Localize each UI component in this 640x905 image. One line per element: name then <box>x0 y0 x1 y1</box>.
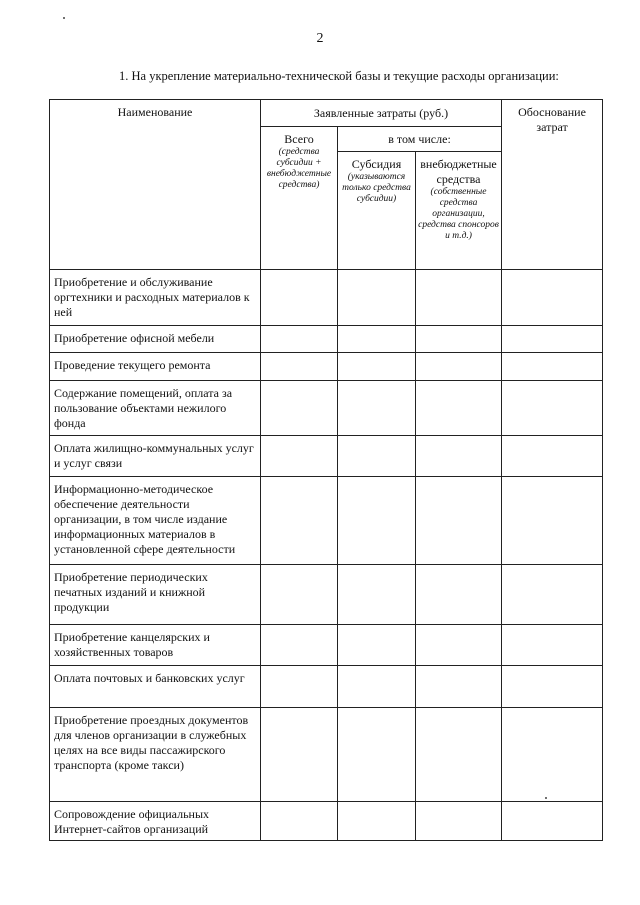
expense-item-name: Приобретение канцелярских и хозяйственных товаров <box>50 625 261 666</box>
expense-item-name: Проведение текущего ремонта <box>50 353 261 381</box>
expense-table <box>49 99 603 841</box>
col-header-total-note: (средства субсидии + внебюджетные средства) <box>266 147 332 190</box>
col-header-including-label: в том числе: <box>388 131 451 146</box>
extrabudget-cell[interactable] <box>416 270 502 326</box>
expense-item-name: Приобретение проездных документов для членов организации в служебных целях на все виды пассажирского транспорта (кроме такси) <box>50 708 261 802</box>
total-cell[interactable] <box>261 353 338 381</box>
total-cell[interactable] <box>261 270 338 326</box>
justification-cell[interactable] <box>502 353 603 381</box>
expense-item-name: Приобретение офисной мебели <box>50 326 261 353</box>
total-cell[interactable] <box>261 477 338 565</box>
total-cell[interactable] <box>261 565 338 625</box>
justification-cell[interactable] <box>502 565 603 625</box>
justification-cell[interactable] <box>502 270 603 326</box>
table-row <box>50 436 603 477</box>
extrabudget-cell[interactable] <box>416 625 502 666</box>
extrabudget-cell[interactable] <box>416 708 502 802</box>
col-header-declared-label: Заявленные затраты (руб.) <box>313 105 449 120</box>
col-header-justification <box>502 100 603 270</box>
subsidy-cell[interactable] <box>338 326 416 353</box>
subsidy-cell[interactable] <box>338 625 416 666</box>
extrabudget-cell[interactable] <box>416 802 502 841</box>
table-row <box>50 708 603 802</box>
justification-cell[interactable] <box>502 802 603 841</box>
total-cell[interactable] <box>261 381 338 436</box>
col-header-total <box>261 127 338 270</box>
subsidy-cell[interactable] <box>338 666 416 708</box>
table-row <box>50 477 603 565</box>
justification-cell[interactable] <box>502 666 603 708</box>
expense-item-name: Оплата почтовых и банковских услуг <box>50 666 261 708</box>
expense-item-name: Приобретение периодических печатных изданий и книжной продукции <box>50 565 261 625</box>
table-row <box>50 625 603 666</box>
expense-item-name: Сопровождение официальных Интернет-сайтов организаций <box>50 802 261 841</box>
subsidy-cell[interactable] <box>338 708 416 802</box>
scan-speck <box>63 17 65 19</box>
col-header-extrabudget <box>416 152 502 270</box>
total-cell[interactable] <box>261 326 338 353</box>
table-row <box>50 802 603 841</box>
page-number: 2 <box>316 31 324 46</box>
total-cell[interactable] <box>261 802 338 841</box>
subsidy-cell[interactable] <box>338 477 416 565</box>
subsidy-cell[interactable] <box>338 565 416 625</box>
table-row <box>50 565 603 625</box>
expense-item-name: Информационно-методическое обеспечение деятельности организации, в том числе издание информационных материалов в установленной сфере деятельности <box>50 477 261 565</box>
col-header-subsidy-note: (указываются только средства субсидии) <box>342 172 411 204</box>
col-header-declared <box>261 100 502 127</box>
col-header-name <box>50 100 261 270</box>
table-row <box>50 326 603 353</box>
table-row <box>50 666 603 708</box>
extrabudget-cell[interactable] <box>416 436 502 477</box>
justification-cell[interactable] <box>502 477 603 565</box>
col-header-extrabudget-label: внебюджетные средства <box>420 157 497 186</box>
col-header-subsidy-label: Субсидия <box>351 157 402 171</box>
total-cell[interactable] <box>261 625 338 666</box>
justification-cell[interactable] <box>502 381 603 436</box>
subsidy-cell[interactable] <box>338 436 416 477</box>
extrabudget-cell[interactable] <box>416 381 502 436</box>
expense-item-name: Содержание помещений, оплата за пользование объектами нежилого фонда <box>50 381 261 436</box>
justification-cell[interactable] <box>502 625 603 666</box>
extrabudget-cell[interactable] <box>416 565 502 625</box>
col-header-total-label: Всего <box>284 132 314 146</box>
expense-item-name: Оплата жилищно-коммунальных услуг и услуг связи <box>50 436 261 477</box>
table-row <box>50 353 603 381</box>
header-row <box>50 100 603 127</box>
subsidy-cell[interactable] <box>338 802 416 841</box>
subsidy-cell[interactable] <box>338 270 416 326</box>
subsidy-cell[interactable] <box>338 381 416 436</box>
col-header-name-label: Наименование <box>117 105 193 119</box>
subsidy-cell[interactable] <box>338 353 416 381</box>
extrabudget-cell[interactable] <box>416 477 502 565</box>
total-cell[interactable] <box>261 666 338 708</box>
col-header-including <box>338 127 502 152</box>
col-header-extrabudget-note: (собственные средства организации, средства спонсоров и т.д.) <box>418 187 499 241</box>
extrabudget-cell[interactable] <box>416 326 502 353</box>
extrabudget-cell[interactable] <box>416 666 502 708</box>
section-heading: 1. На укрепление материально-технической базы и текущие расходы организации: <box>119 69 559 83</box>
extrabudget-cell[interactable] <box>416 353 502 381</box>
total-cell[interactable] <box>261 708 338 802</box>
col-header-subsidy <box>338 152 416 270</box>
table-row <box>50 381 603 436</box>
expense-item-name: Приобретение и обслуживание оргтехники и расходных материалов к ней <box>50 270 261 326</box>
table-row <box>50 270 603 326</box>
justification-cell[interactable] <box>502 436 603 477</box>
col-header-justification-label: Обоснование затрат <box>518 105 586 134</box>
justification-cell[interactable] <box>502 326 603 353</box>
total-cell[interactable] <box>261 436 338 477</box>
justification-cell[interactable] <box>502 708 603 802</box>
